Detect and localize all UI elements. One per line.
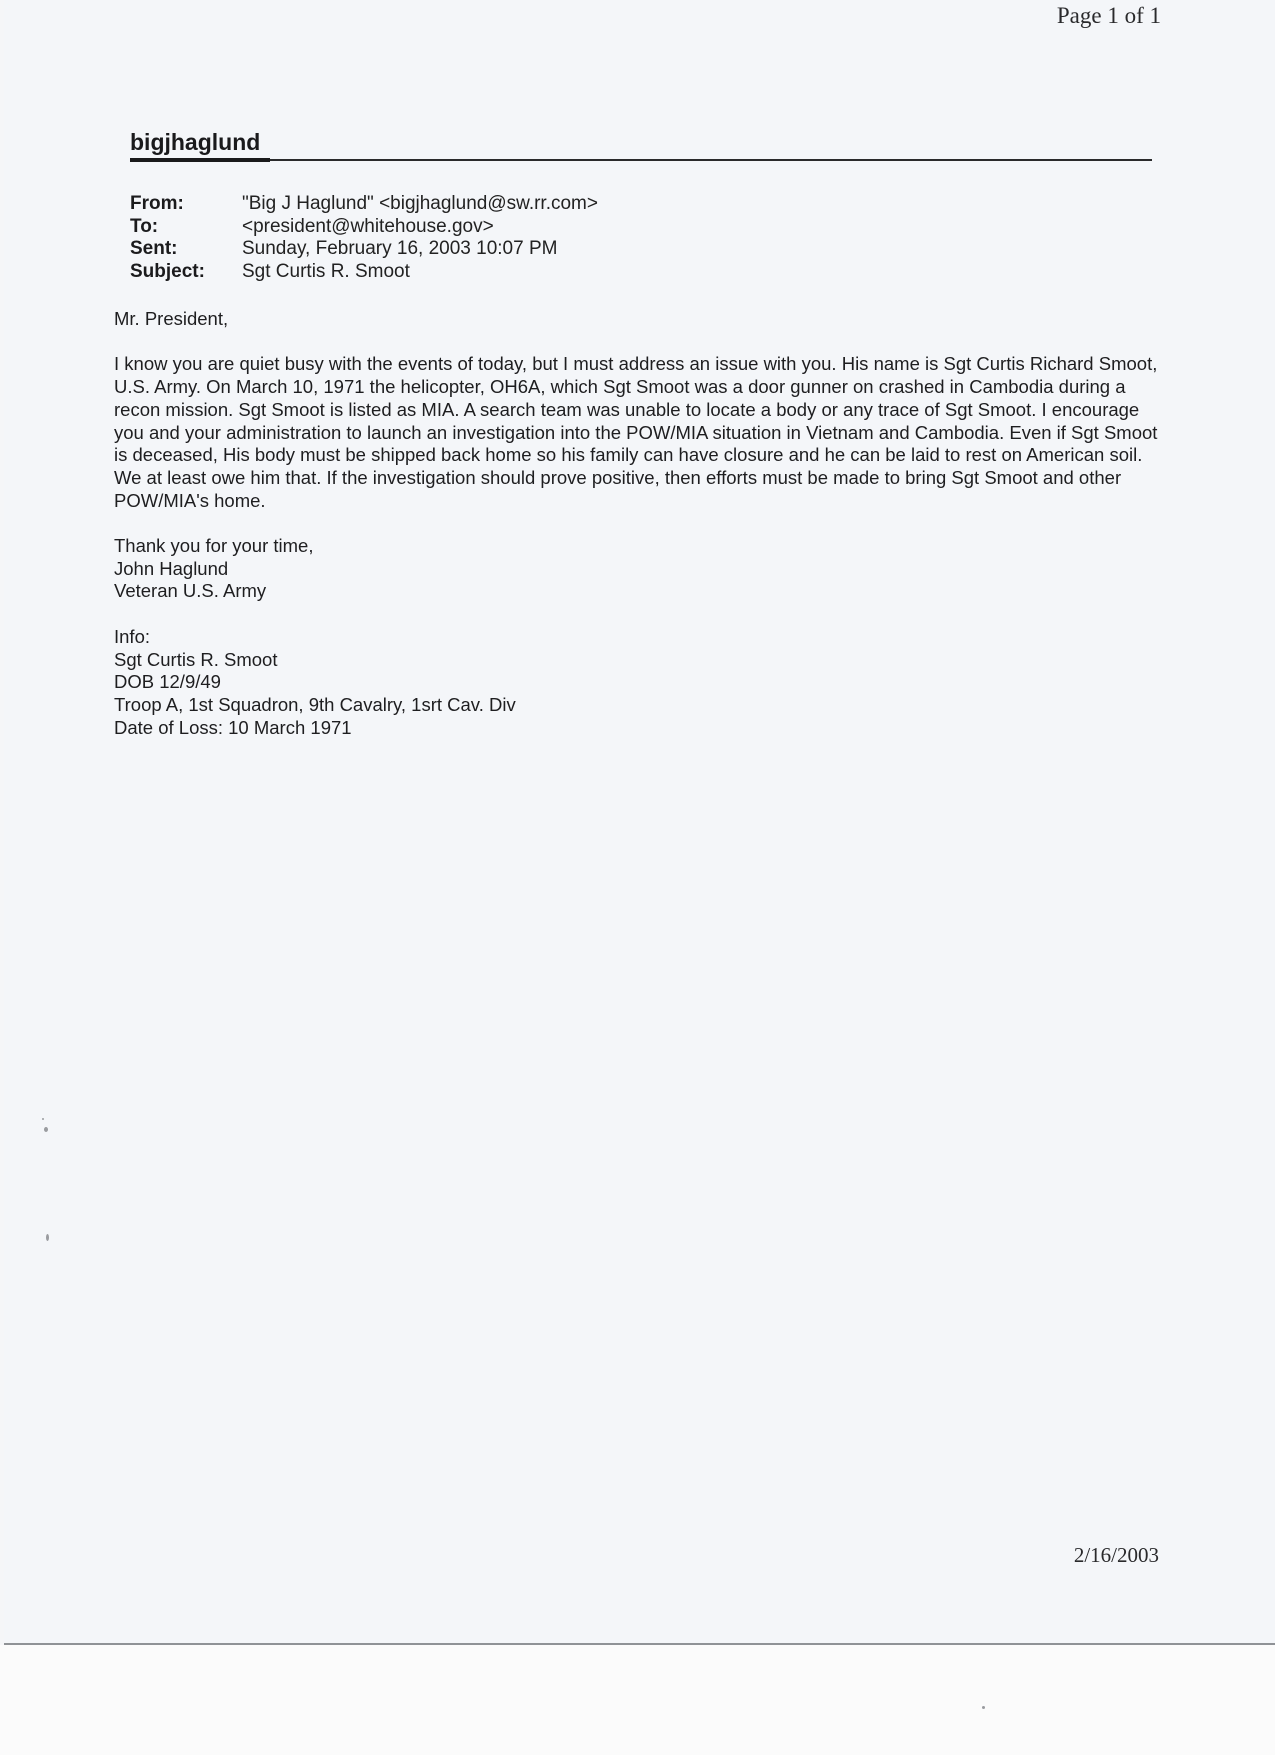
signature-title: Veteran U.S. Army (114, 580, 267, 602)
info-line: Date of Loss: 10 March 1971 (114, 716, 352, 738)
email-headers (130, 193, 598, 283)
scan-speck (46, 1234, 49, 1241)
header-from-label: From: (130, 193, 184, 214)
header-divider (130, 159, 1152, 161)
signature-name: John Haglund (114, 557, 229, 579)
mailbox-name: bigjhaglund (130, 129, 261, 155)
scan-speck (982, 1706, 985, 1709)
page-number: Page 1 of 1 (1056, 3, 1161, 28)
body-paragraph: I know you are quiet busy with the events of today, but I must address an issue with you. His name is Sgt Curtis Richard Smoot, U.S. Army. On March 10, 1971 the helicopter, OH6A, which Sgt Smoot was a door gunner on crashed in Cambodia during a recon mission. Sgt Smoot is listed as MIA. A search team was unable to locate a body or any trace of Sgt Smoot. I encourage you and your administration to launch an investigation into the POW/MIA situation in Vietnam and Cambodia. Even if Sgt Smoot is deceased, His body must be shipped back home so his family can have closure and he can be laid to rest on American soil. We at least owe him that. If the investigation should prove positive, then efforts must be made to bring Sgt Smoot and other POW/MIA's home. (114, 353, 1158, 511)
header-subject-label: Subject: (130, 260, 205, 282)
header-subject-value: Sgt Curtis R. Smoot (242, 260, 410, 282)
header-subject (130, 261, 598, 284)
header-from-value: "Big J Haglund" <bigjhaglund@sw.rr.com> (242, 193, 598, 214)
info-line: Troop A, 1st Squadron, 9th Cavalry, 1srt Cav. Div (114, 693, 516, 715)
header-to-label: To: (130, 215, 159, 237)
info-line: DOB 12/9/49 (114, 671, 221, 693)
email-body (114, 308, 1174, 739)
greeting: Mr. President, (114, 308, 229, 329)
mailbox-name-underline (130, 158, 270, 162)
scanned-page (4, 0, 1275, 1645)
header-to (130, 216, 598, 239)
closing: Thank you for your time, (114, 535, 314, 556)
header-from (130, 193, 598, 216)
info-heading: Info: (114, 625, 150, 647)
header-sent (130, 238, 598, 261)
scan-margin (0, 1645, 1275, 1755)
header-sent-value: Sunday, February 16, 2003 10:07 PM (242, 238, 558, 259)
header-to-value: <president@whitehouse.gov> (242, 215, 494, 237)
header-sent-label: Sent: (130, 238, 178, 259)
scan-speck (44, 1127, 48, 1132)
footer-date: 2/16/2003 (1073, 1543, 1159, 1567)
scan-speck (42, 1118, 44, 1120)
info-line: Sgt Curtis R. Smoot (114, 648, 278, 670)
